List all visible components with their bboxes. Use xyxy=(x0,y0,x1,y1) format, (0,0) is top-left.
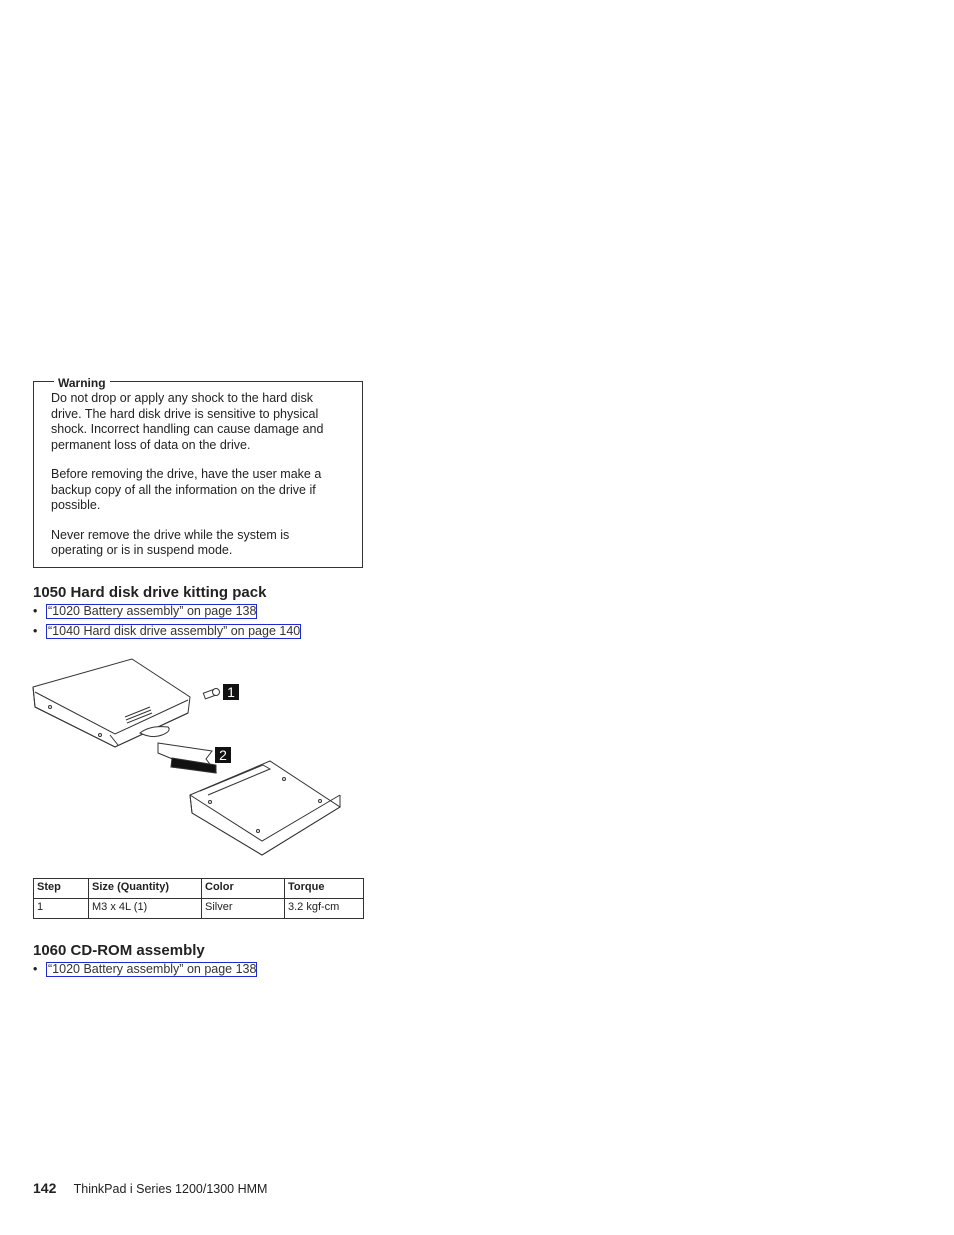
screw-icon xyxy=(203,689,219,699)
link-battery-assembly[interactable]: “1020 Battery assembly” on page 138 xyxy=(48,962,257,976)
page-footer xyxy=(33,1180,267,1197)
page-number: 142 xyxy=(33,1180,57,1196)
prerequisite-list-1050 xyxy=(33,604,301,644)
warning-paragraph: Before removing the drive, have the user make a backup copy of all the information on the drive if possible. xyxy=(51,467,322,512)
col-header-torque: Torque xyxy=(285,879,364,899)
warning-paragraph: Never remove the drive while the system is operating or is in suspend mode. xyxy=(51,527,290,557)
list-item xyxy=(33,604,301,624)
bullet: • xyxy=(33,962,38,976)
link-battery-assembly[interactable]: “1020 Battery assembly” on page 138 xyxy=(48,604,257,618)
section-title-1050: 1050 Hard disk drive kitting pack xyxy=(33,584,267,601)
prerequisite-list-1060 xyxy=(33,962,257,982)
cell-color: Silver xyxy=(202,899,285,919)
table-row xyxy=(34,899,364,919)
callout-1: 1 xyxy=(227,684,235,700)
list-item xyxy=(33,624,301,644)
table-header-row xyxy=(34,879,364,899)
bullet: • xyxy=(33,624,38,638)
cell-step: 1 xyxy=(34,899,89,919)
warning-title: Warning xyxy=(54,376,110,391)
screw-spec-table xyxy=(33,878,364,919)
col-header-step: Step xyxy=(34,879,89,899)
document-title: ThinkPad i Series 1200/1300 HMM xyxy=(73,1182,268,1196)
callout-2: 2 xyxy=(219,747,227,763)
col-header-size: Size (Quantity) xyxy=(89,879,202,899)
warning-paragraph: Do not drop or apply any shock to the hard disk drive. The hard disk drive is sensitive to physical shock. Incorrect handling can cause damage and permanent loss of data on the drive. xyxy=(51,391,324,452)
section-title-1060: 1060 CD-ROM assembly xyxy=(33,942,205,959)
col-header-color: Color xyxy=(202,879,285,899)
cell-size: M3 x 4L (1) xyxy=(89,899,202,919)
hdd-kitting-pack-illustration xyxy=(30,655,350,865)
warning-body xyxy=(51,391,341,559)
list-item xyxy=(33,962,257,982)
link-hard-disk-drive-assembly[interactable]: “1040 Hard disk drive assembly” on page 140 xyxy=(48,624,301,638)
cell-torque: 3.2 kgf-cm xyxy=(285,899,364,919)
bullet: • xyxy=(33,604,38,618)
